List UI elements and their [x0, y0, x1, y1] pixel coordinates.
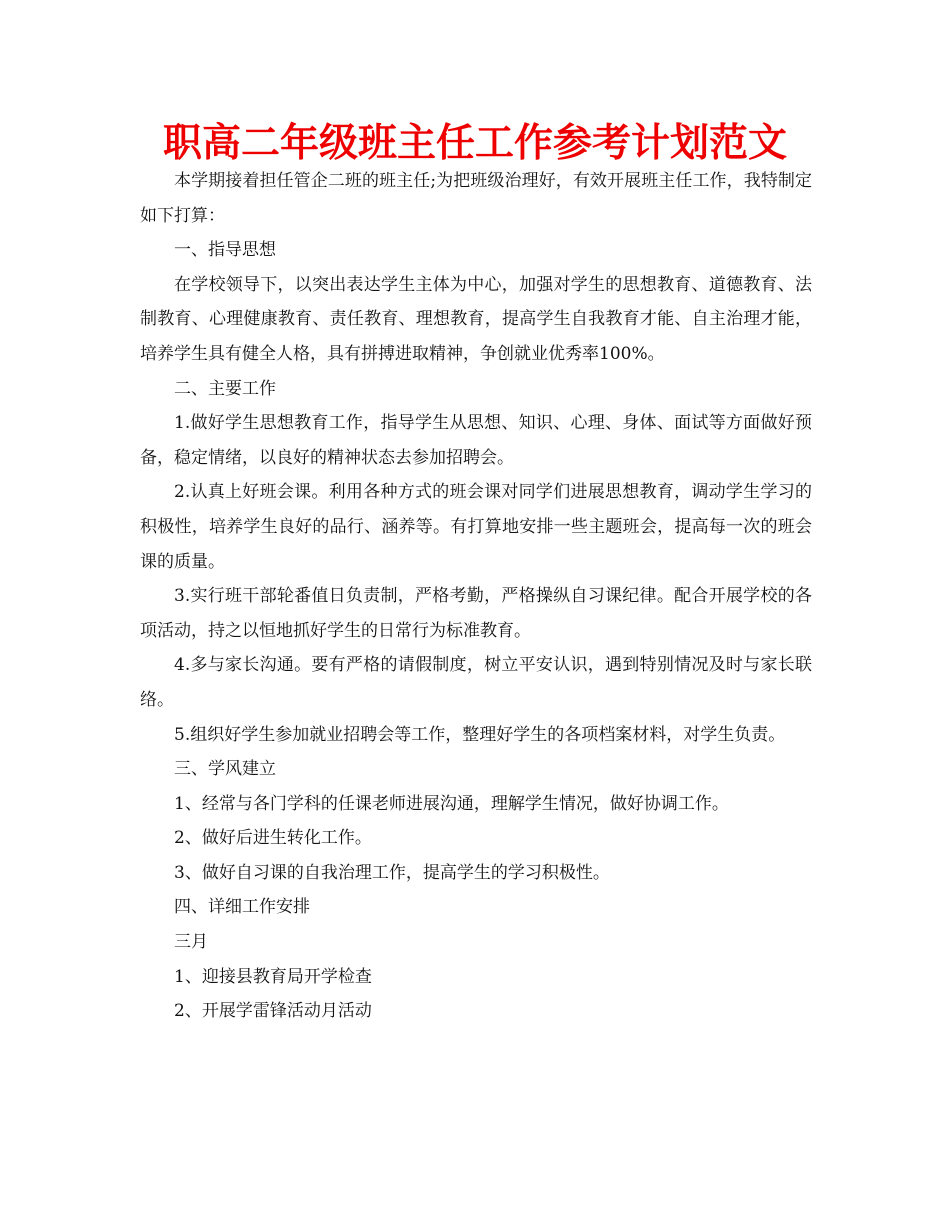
- main-work-item-3: 3.实行班干部轮番值日负责制，严格考勤，严格操纵自习课纪律。配合开展学校的各项活动，持之以恒地抓好学生的日常行为标准教育。: [140, 586, 812, 641]
- month-heading-march: 三月: [174, 932, 208, 953]
- main-work-item-1: 1.做好学生思想教育工作，指导学生从思想、知识、心理、身体、面试等方面做好预备，稳定情绪，以良好的精神状态去参加招聘会。: [140, 413, 812, 468]
- document-title: 职高二年级班主任工作参考计划范文: [162, 121, 787, 166]
- section-heading-study-style: 三、学风建立: [174, 759, 276, 780]
- guiding-ideology-paragraph: 在学校领导下，以突出表达学生主体为中心，加强对学生的思想教育、道德教育、法制教育、心理健康教育、责任教育、理想教育，提高学生自我教育才能、自主治理才能，培养学生具有健全人格，具有拼搏进取精神，争创就业优秀率100%。: [140, 274, 812, 364]
- march-item-1: 1、迎接县教育局开学检查: [174, 966, 372, 987]
- march-item-2: 2、开展学雷锋活动月活动: [174, 1001, 372, 1022]
- main-work-item-2: 2.认真上好班会课。利用各种方式的班会课对同学们进展思想教育，调动学生学习的积极性，培养学生良好的品行、涵养等。有打算地安排一些主题班会，提高每一次的班会课的质量。: [140, 482, 812, 572]
- study-style-item-3: 3、做好自习课的自我治理工作，提高学生的学习积极性。: [174, 862, 610, 883]
- study-style-item-1: 1、经常与各门学科的任课老师进展沟通，理解学生情况，做好协调工作。: [174, 793, 729, 814]
- study-style-item-2: 2、做好后进生转化工作。: [174, 828, 372, 849]
- intro-paragraph: 本学期接着担任管企二班的班主任;为把班级治理好，有效开展班主任工作，我特制定如下打算：: [140, 171, 812, 226]
- document-body: [140, 164, 812, 1029]
- section-heading-main-work: 二、主要工作: [174, 378, 276, 399]
- main-work-item-4: 4.多与家长沟通。要有严格的请假制度，树立平安认识，遇到特别情况及时与家长联络。: [140, 655, 812, 710]
- section-heading-guiding-ideology: 一、指导思想: [174, 240, 276, 261]
- main-work-item-5: 5.组织好学生参加就业招聘会等工作，整理好学生的各项档案材料，对学生负责。: [174, 724, 786, 745]
- section-heading-work-schedule: 四、详细工作安排: [174, 897, 310, 918]
